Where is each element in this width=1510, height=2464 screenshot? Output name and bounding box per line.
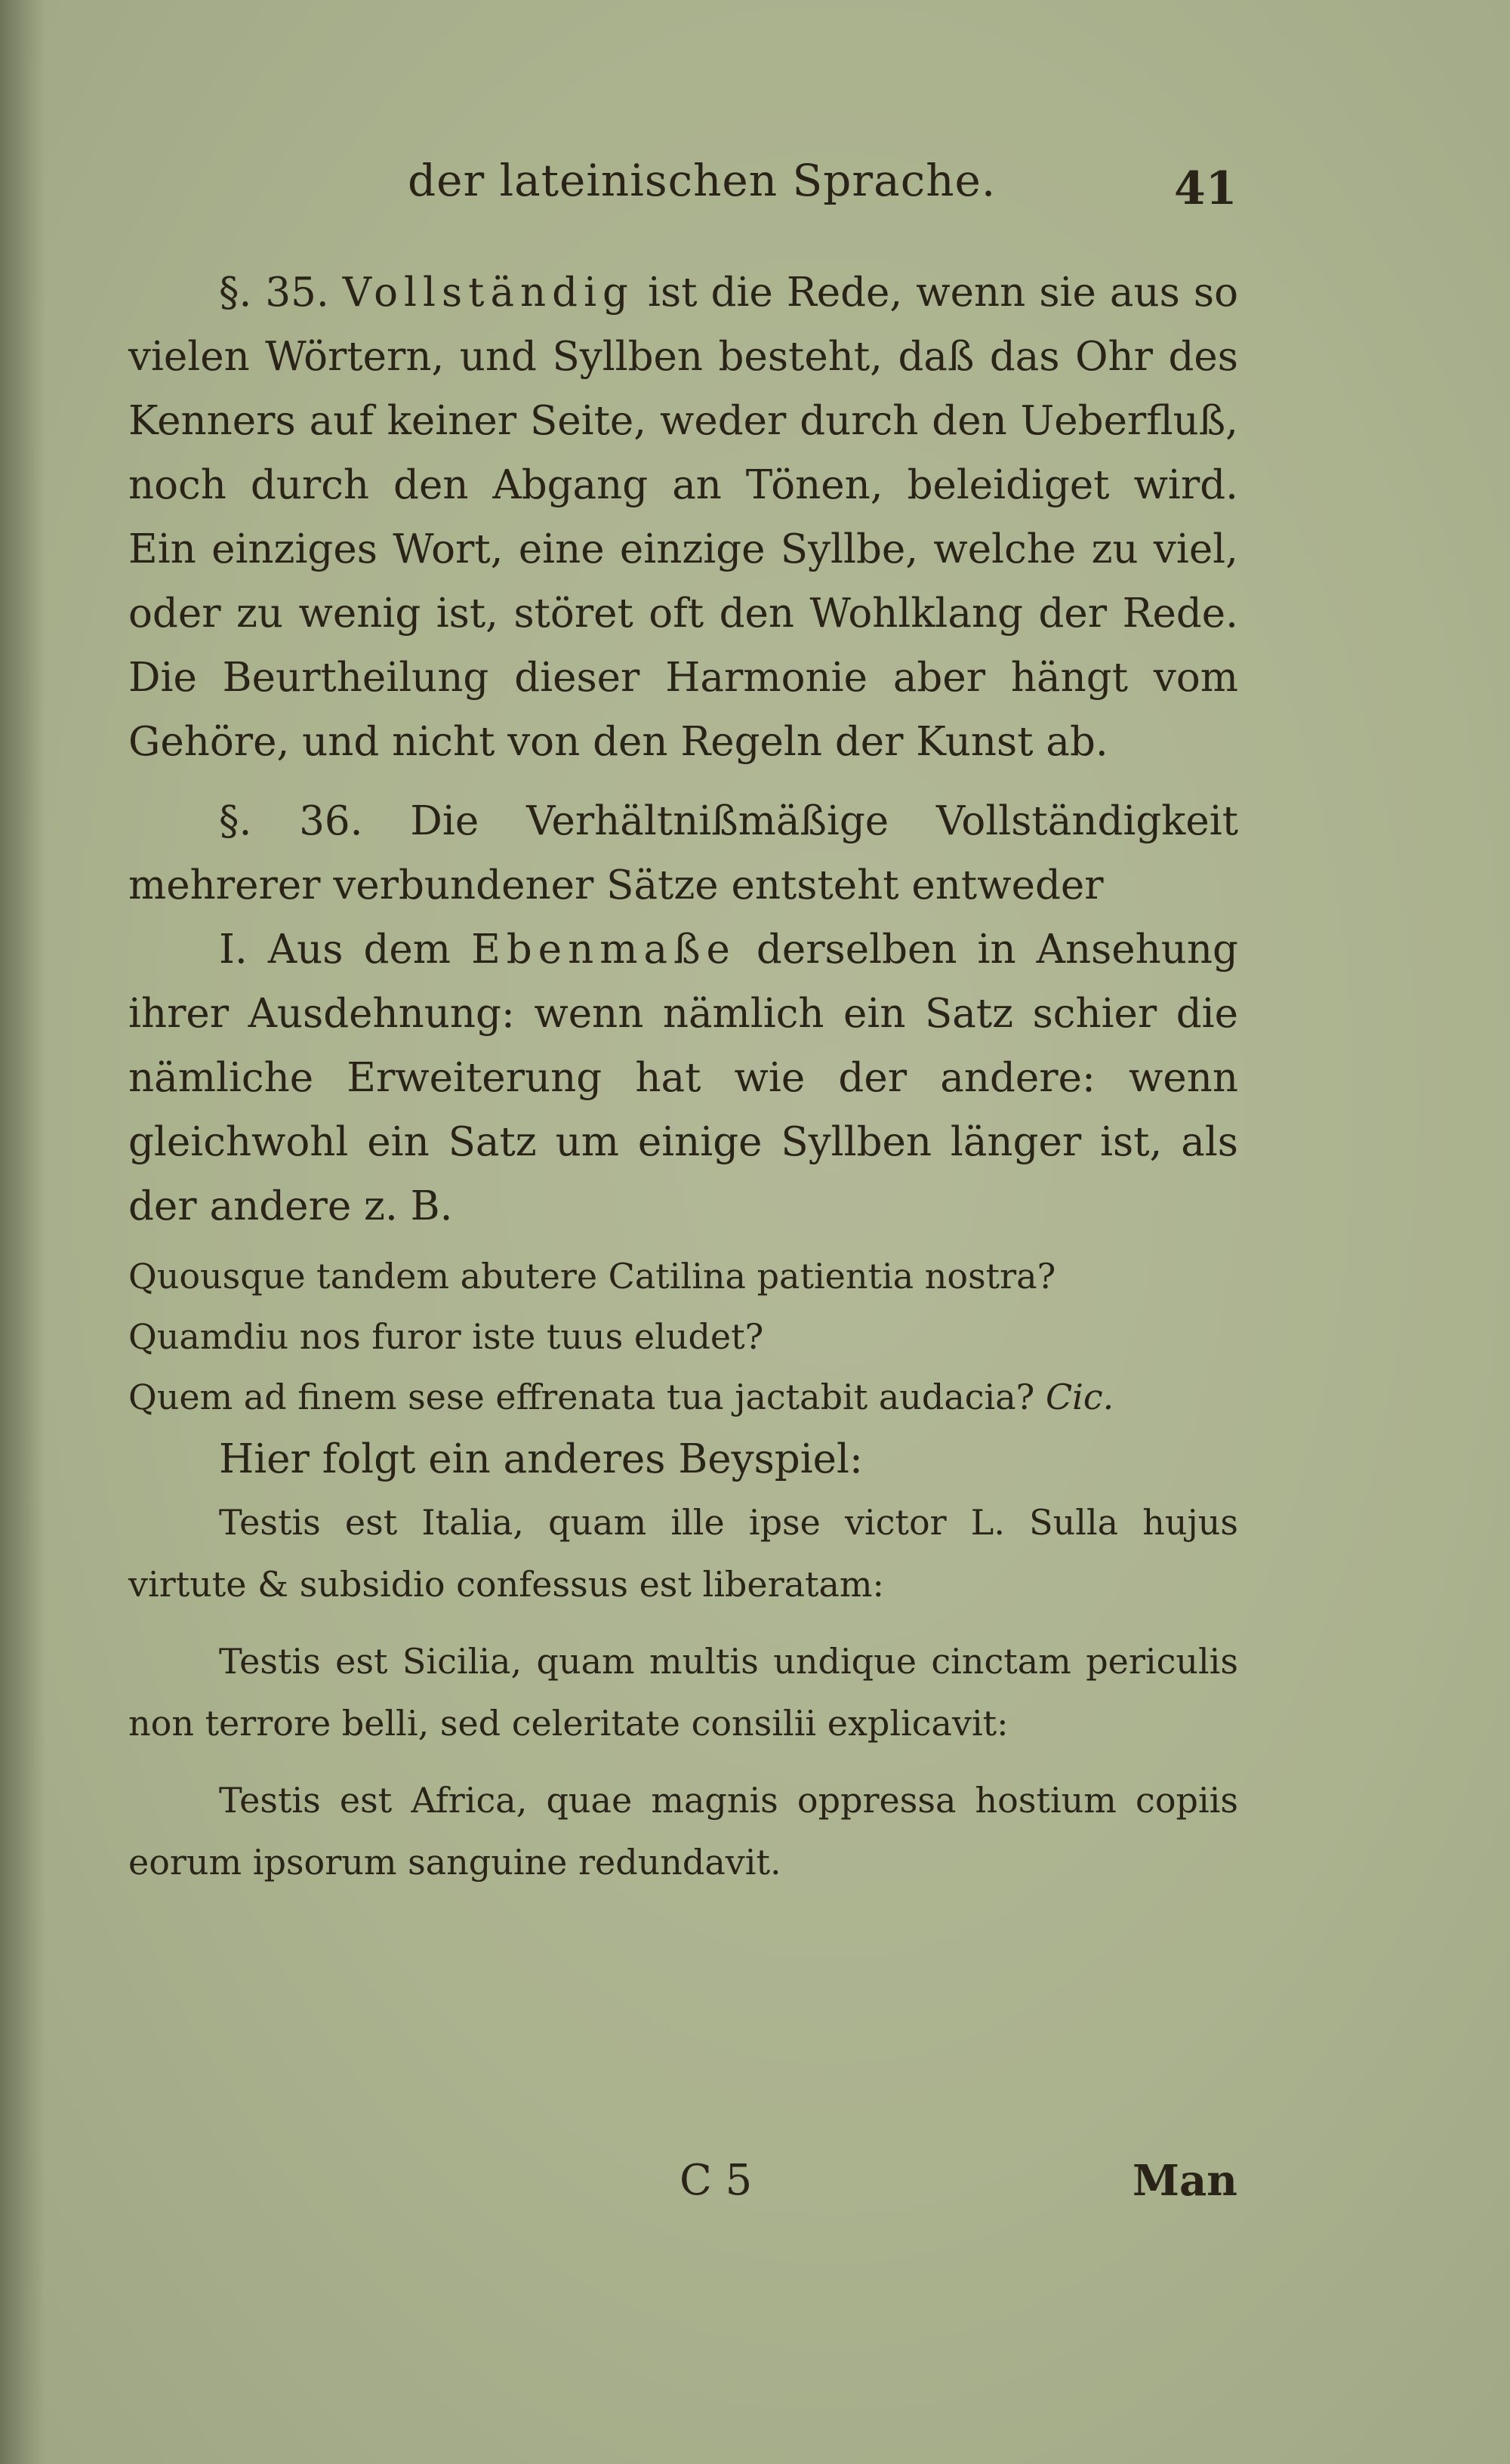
item-1-term: Ebenmaße — [471, 927, 736, 973]
item-1-text: derselben in Ansehung ihrer Ausdehnung: wenn nämlich ein Satz schier die nämliche Erweiterung hat wie der andere: wenn gleichwohl ein Satz um einige Syllben länger ist, als der andere z. B. — [128, 927, 1238, 1229]
signature-mark: C 5 — [680, 2156, 753, 2205]
latin-example-1 — [128, 1246, 1238, 1427]
page-number: 41 — [1174, 162, 1237, 215]
page-header — [0, 155, 1510, 215]
latin-example-2-para-2: Testis est Sicilia, quam multis undique cinctam periculis non terrore belli, sed celeritate consilii explicavit: — [128, 1641, 1238, 1744]
latin-example-1-source: Cic. — [1045, 1377, 1114, 1417]
transition-line: Hier folgt ein anderes Beyspiel: — [219, 1436, 863, 1482]
section-35-paragraph — [128, 261, 1238, 774]
running-title: der lateinischen Sprache. — [408, 155, 997, 206]
section-35-text: ist die Rede, wenn sie aus so vielen Wörtern, und Syllben besteht, daß das Ohr des Kenners auf keiner Seite, weder durch den Ueberfluß, noch durch den Abgang an Tönen, beleidiget wird. Ein einziges Wort, eine einzige Syllbe, welche zu viel, oder zu wenig ist, störet oft den Wohlklang der Rede. Die Beurtheilung dieser Harmonie aber hängt vom Gehöre, und nicht von den Regeln der Kunst ab. — [128, 270, 1238, 765]
section-36-item-1 — [128, 917, 1238, 1238]
latin-example-1-line-3-text: Quem ad finem sese effrenata tua jactabit audacia? — [128, 1377, 1035, 1417]
section-36-text: Die Verhältnißmäßige Vollständigkeit mehrerer verbundener Sätze entsteht entweder — [128, 798, 1238, 908]
latin-example-2-para-3: Testis est Africa, quae magnis oppressa hostium copiis eorum ipsorum sanguine redundavit. — [128, 1780, 1238, 1883]
latin-example-1-line-2: Quamdiu nos furor iste tuus eludet? — [128, 1316, 764, 1357]
catchword: Man — [1132, 2156, 1237, 2206]
latin-example-1-line-1: Quousque tandem abutere Catilina patientia nostra? — [128, 1256, 1056, 1297]
section-36-paragraph — [128, 789, 1238, 917]
page-footer — [0, 2156, 1510, 2224]
section-35-term: Vollständig — [342, 270, 634, 316]
latin-example-1-line-3 — [128, 1367, 1238, 1427]
section-35-label: §. 35. — [219, 270, 329, 316]
latin-example-2-para-1: Testis est Italia, quam ille ipse victor L. Sulla hujus virtute & subsidio confessus est liberatam: — [128, 1502, 1238, 1605]
section-36-label: §. 36. — [219, 798, 363, 844]
item-1-label: I. Aus dem — [219, 927, 451, 973]
page-spine-shadow — [0, 0, 45, 2464]
page-body — [128, 261, 1238, 1893]
